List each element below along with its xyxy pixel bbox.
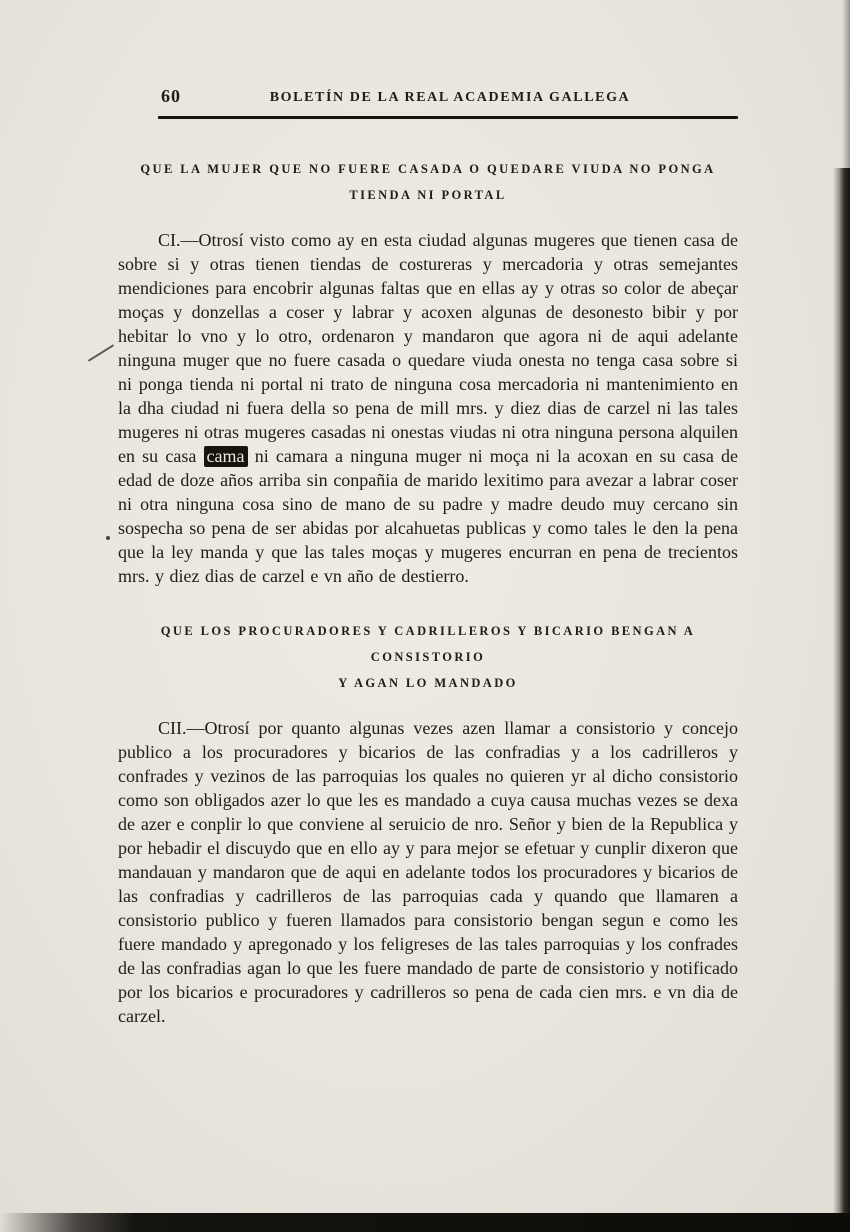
paragraph-cii: CII.—Otrosí por quanto algunas vezes azen llamar a consistorio y concejo publico a los procuradores y bicarios de las confradias y a los cadrilleros y confrades y vezinos de las parroquias los quales no quieren yr al dicho consistorio como son obligados azer lo que les es mandado a cuya causa muchas vezes se dexa de azer e conplir lo que conviene al seruicio de nro. Señor y bien de la Republica y por hebadir el discuydo que en ello ay y para mejor se efetuar y cunplir dixeron que mandauan y mandaron que de aqui en adelante todos los procuradores y bicarios de las confradias y cadrilleros de las parroquias cada y quando que llamaren a consistorio publico y fueren llamados para consistorio bengan segun e como les fuere mandado y apregonado y los feligreses de las tales parroquias y los confrades de las confradias agan lo que les fuere mandado de parte de consistorio y notificado por los bicarios e procuradores y cadrilleros so pena de cada cien mrs. e vn dia de carzel.: [118, 718, 738, 1026]
scan-edge-right: [833, 168, 850, 1232]
section-ci-heading-line2: TIENDA NI PORTAL: [349, 188, 507, 202]
section-cii-heading: [118, 618, 738, 696]
paragraph-ci-text-before: CI.—Otrosí visto como ay en esta ciudad algunas mugeres que tienen casa de sobre si y otras tienen tiendas de costureras y mercadoria y otras semejantes mendiciones para encobrir algunas faltas que en ellas ay y otras so color de abeçar moças y donzellas a coser y labrar y acoxen algunas de desonesto bibir y por hebitar lo vno y lo otro, ordenaron y mandaron que agora ni de aqui adelante ninguna muger que no fuere casada o quedare viuda onesta no tenga casa sobre si ni ponga tienda ni portal ni trato de ninguna cosa mercadoria ni mantenimiento en la dha ciudad ni fuera della so pena de mill mrs. y diez dias de carzel ni las tales mugeres ni otras mugeres casadas ni onestas viudas ni otra ninguna persona alquilen en su casa: [118, 230, 738, 466]
text-column: [118, 156, 738, 1058]
scan-edge-right-upper: [842, 0, 850, 168]
ink-blot-highlight: cama: [204, 446, 248, 467]
section-cii-heading-line1: QUE LOS PROCURADORES Y CADRILLEROS Y BICARIO BENGAN A CONSISTORIO: [160, 624, 696, 664]
section-ci-heading-line1: QUE LA MUJER QUE NO FUERE CASADA O QUEDARE VIUDA NO PONGA: [140, 162, 716, 176]
pen-mark: [88, 344, 115, 362]
header-rule: [158, 116, 738, 119]
paragraph-ci: [118, 228, 738, 588]
paragraph-ci-text-after: ni camara a ninguna muger ni moça ni la acoxan en su casa de edad de doze años arriba sin conpañia de marido lexitimo para avezar a labrar coser ni otra ninguna cosa sino de mano de su padre y madre deudo muy cercano sin sospecha so pena de ser abidas por alcahuetas publicas y como tales le den la pena que la ley manda y que las tales moças y mugeres encurran en pena de trecientos mrs. y diez dias de carzel e vn año de destierro.: [118, 446, 739, 586]
scan-edge-bottom: [0, 1213, 850, 1232]
section-cii: [118, 618, 738, 1028]
margin-speck: [106, 536, 110, 540]
section-ci-heading: [118, 156, 738, 208]
section-cii-heading-line2: Y AGAN LO MANDADO: [338, 676, 518, 690]
running-title: BOLETÍN DE LA REAL ACADEMIA GALLEGA: [269, 90, 631, 105]
page-number: 60: [161, 86, 181, 106]
section-ci: [118, 156, 738, 588]
